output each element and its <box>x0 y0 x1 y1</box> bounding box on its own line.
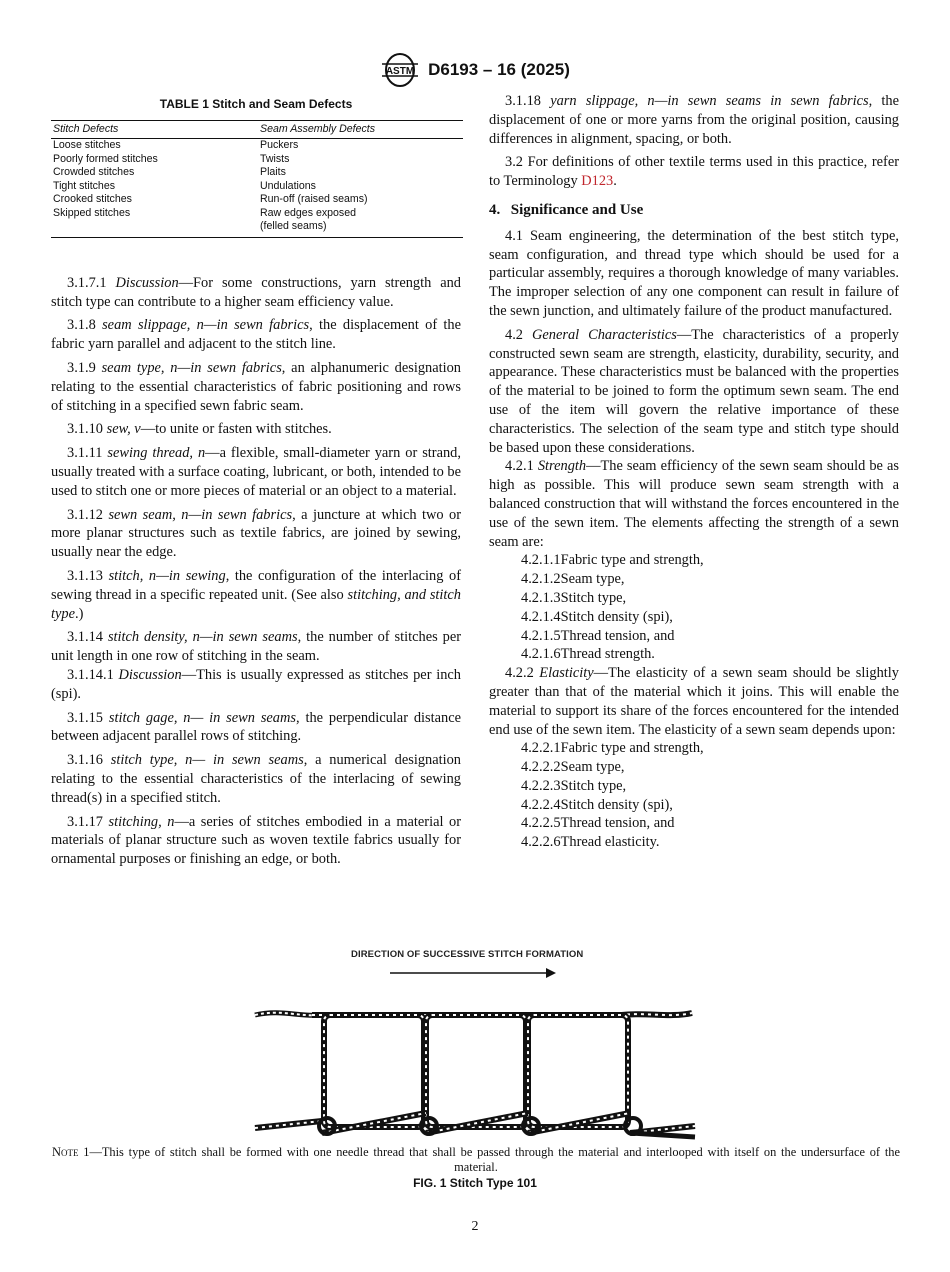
reference-link-d123[interactable]: D123 <box>581 173 614 190</box>
direction-arrow-icon <box>390 968 556 978</box>
table-cell: Run-off (raised seams) <box>260 193 368 206</box>
list-item: 4.2.1.4Stitch density (spi), <box>521 608 673 625</box>
needle-thread-loops <box>312 1013 692 1127</box>
table-cell: Tight stitches <box>53 179 116 192</box>
table-cell: Poorly formed stitches <box>53 152 158 165</box>
table-row <box>51 180 463 194</box>
paragraph-3-1-17: 3.1.17 stitching, n—a series of stitches embodied in a material or materials of planar structure such as woven textile fabrics usually for ornamental purposes or finishing an edge, or both. <box>51 813 462 868</box>
page-header <box>0 50 950 90</box>
paragraph-3-1-15: 3.1.15 stitch gage, n— in sewn seams, the perpendicular distance between adjacent parallel rows of stitching. <box>51 709 461 745</box>
figure-caption: FIG. 1 Stitch Type 101 <box>413 1176 537 1190</box>
section-heading: 4. Significance and Use <box>489 201 644 218</box>
paragraph-3-2: 3.2 For definitions of other textile terms used in this practice, refer to Terminology D123. <box>489 154 899 190</box>
right-column <box>489 92 899 852</box>
paragraph-3-1-14: 3.1.14 stitch density, n—in sewn seams, the number of stitches per unit length in one row of stitching in the seam. <box>51 629 461 665</box>
table-cell: (felled seams) <box>258 220 463 237</box>
page-number: 2 <box>471 1219 479 1234</box>
table-cell <box>51 220 258 237</box>
table-cell: Crooked stitches <box>53 193 132 206</box>
table-row <box>51 220 463 237</box>
paragraph-3-1-16: 3.1.16 stitch type, n— in sewn seams, a numerical designation relating to the essential characteristics of the interlacing of sewing thread(s) in a specified stitch. <box>51 752 461 806</box>
paragraph-3-1-10: 3.1.10 sew, v—to unite or fasten with stitches. <box>67 421 332 438</box>
paragraph-3-1-14-1: 3.1.14.1 Discussion—This is usually expressed as stitches per inch (spi). <box>51 666 461 702</box>
table-cell: Raw edges exposed <box>260 206 356 219</box>
stitch-diagram <box>250 963 710 1148</box>
defects-table <box>51 120 463 238</box>
document-id: D6193 – 16 (2025) <box>428 60 570 79</box>
table-cell: Skipped stitches <box>53 206 131 219</box>
list-item: 4.2.2.4Stitch density (spi), <box>521 796 673 813</box>
paragraph-4-2: 4.2 General Characteristics—The characteristics of a properly constructed sewn seam are strength, elasticity, durability, security, and appearance. These characteristics must be balanced with the properties of the material to be joined to form the optimum sewn seam. The end use of the item will govern the relative importance of these characteristics. The selection of the seam type and stitch type should be based upon these considerations. <box>489 326 899 456</box>
table-cell: Puckers <box>260 139 299 152</box>
list-item: 4.2.2.5Thread tension, and <box>521 815 675 832</box>
paragraph-3-1-7-1: 3.1.7.1 Discussion—For some constructions, yarn strength and stitch type can contribute to a higher seam efficiency value. <box>51 274 461 310</box>
paragraph-4-2-1: 4.2.1 Strength—The seam efficiency of the sewn seam should be as high as possible. This will produce sewn seam strength with a balanced construction that will withstand the forces encountered in the use of the sewn item. The elements affecting the strength of a sewn seam are: <box>489 458 899 550</box>
table-caption: TABLE 1 Stitch and Seam Defects <box>159 97 353 111</box>
table-row <box>51 153 463 167</box>
left-column <box>51 92 461 874</box>
table-cell: Loose stitches <box>53 139 121 152</box>
table-header: Seam Assembly Defects <box>258 120 463 139</box>
paragraph-3-1-11: 3.1.11 sewing thread, n—a flexible, small-diameter yarn or strand, usually treated with a surface coating, lubricant, or both, intended to be used to stitch one or more pieces of material or an object to a material. <box>51 445 461 499</box>
list-item: 4.2.1.2Seam type, <box>521 571 625 588</box>
list-item: 4.2.1.6Thread strength. <box>521 646 655 663</box>
table-cell: Twists <box>260 152 290 165</box>
list-item: 4.2.2.3Stitch type, <box>521 777 627 794</box>
direction-label: DIRECTION OF SUCCESSIVE STITCH FORMATION <box>351 949 584 960</box>
table-row <box>51 166 463 180</box>
astm-logo <box>380 52 420 88</box>
logo-text: ASTM <box>385 66 415 77</box>
list-item: 4.2.2.6Thread elasticity. <box>521 834 660 851</box>
list-item: 4.2.2.1Fabric type and strength, <box>521 740 704 757</box>
paragraph-3-1-8: 3.1.8 seam slippage, n—in sewn fabrics, the displacement of the fabric yarn parallel and adjacent to the stitch line. <box>51 317 461 353</box>
paragraph-4-1: 4.1 Seam engineering, the determination of the best stitch type, seam configuration, and thread type which should be used for a particular assembly, requires a thorough knowledge of many variables. The improper selection of any one component can result in failure of the sewn junction, and ultimately failure of the product manufactured. <box>489 227 899 319</box>
list-item: 4.2.1.3Stitch type, <box>521 589 627 606</box>
table-cell: Crowded stitches <box>53 166 135 179</box>
figure-note: Note 1—This type of stitch shall be formed with one needle thread that shall be passed through the material and interlooped with itself on the undersurface of the material. <box>52 1145 900 1174</box>
table-row <box>51 139 463 153</box>
list-item: 4.2.1.5Thread tension, and <box>521 627 675 644</box>
table-cell: Undulations <box>260 179 316 192</box>
paragraph-4-2-2: 4.2.2 Elasticity—The elasticity of a sewn seam should be slightly greater than that of the material which it joins. This will enable the material to support its share of the forces encountered for the intended end use of the sewn item. The elasticity of a sewn seam depends upon: <box>489 665 899 738</box>
list-item: 4.2.1.1Fabric type and strength, <box>521 552 704 569</box>
table-cell: Plaits <box>260 166 286 179</box>
table-row <box>51 207 463 221</box>
table-header: Stitch Defects <box>51 120 258 139</box>
paragraph-3-1-18: 3.1.18 yarn slippage, n—in sewn seams in sewn fabrics, the displacement of one or more yarns from the original position, causing differences in alignment, spacing, or both. <box>489 93 900 147</box>
table-row <box>51 193 463 207</box>
paragraph-3-1-9: 3.1.9 seam type, n—in sewn fabrics, an alphanumeric designation relating to the essential characteristics of fabric positioning and rows of stitching in a specified sewn fabric seam. <box>51 359 461 414</box>
list-item: 4.2.2.2Seam type, <box>521 759 625 776</box>
paragraph-3-1-13: 3.1.13 stitch, n—in sewing, the configuration of the interlacing of sewing thread in a specific repeated unit. (See also stitching, and stitch type.) <box>51 567 461 622</box>
paragraph-3-1-12: 3.1.12 sewn seam, n—in sewn fabrics, a juncture at which two or more planar structures such as textile fabrics, are joined by sewing, usually near the edge. <box>51 506 461 561</box>
